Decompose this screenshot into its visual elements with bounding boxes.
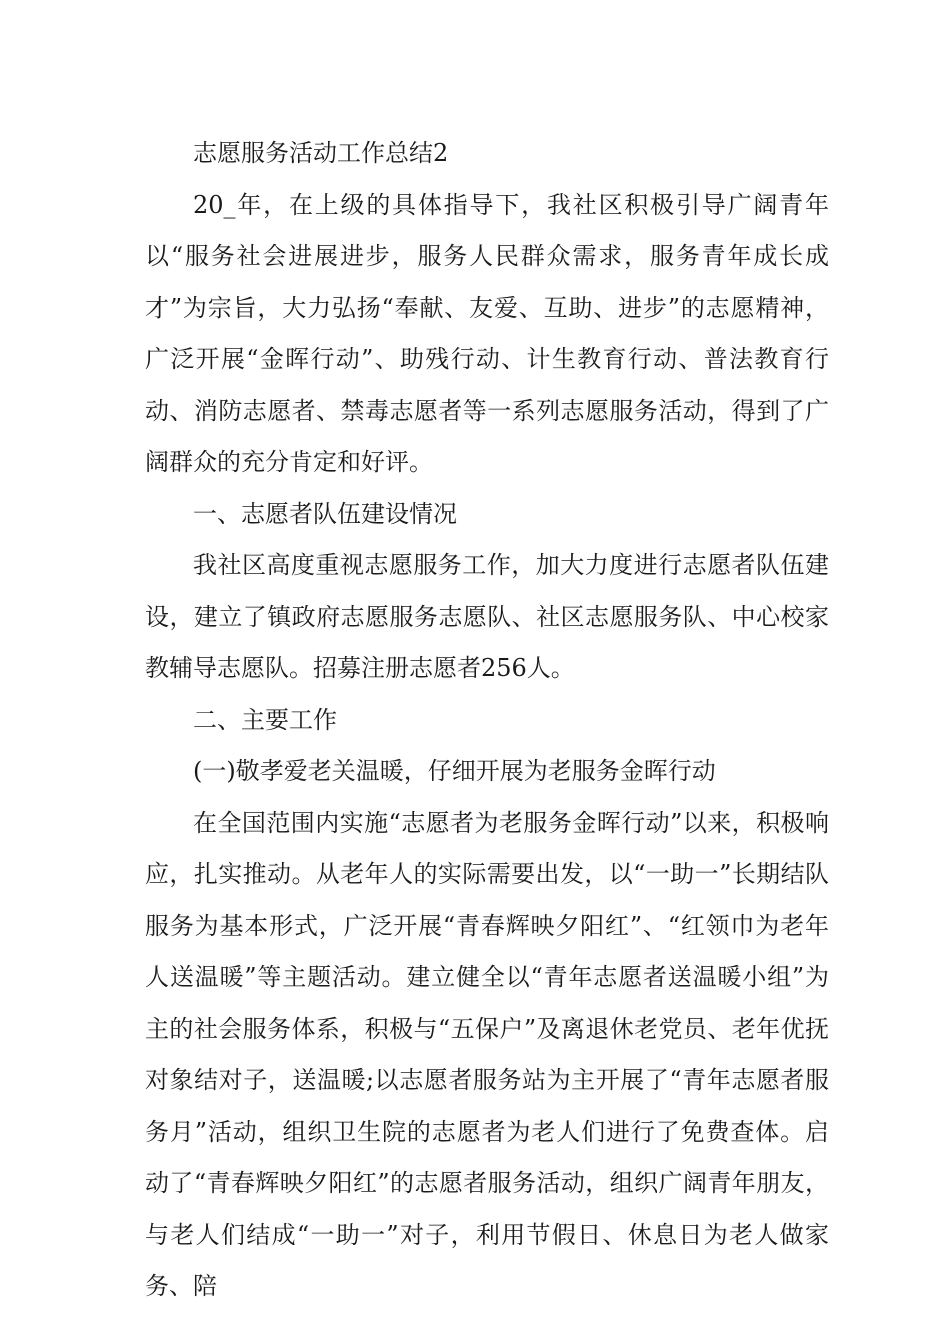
section-heading-1: 一、志愿者队伍建设情况 [193,499,457,528]
section-heading-2: 二、主要工作 [193,705,337,734]
document-body [145,128,829,1313]
intro-paragraph: 20_年，在上级的具体指导下，我社区积极引导广阔青年以“服务社会进展进步，服务人民群众需求，服务青年成长成才”为宗旨，大力弘扬“奉献、友爱、互助、进步”的志愿精神，广泛开展“金晖行动”、助残行动、计生教育行动、普法教育行动、消防志愿者、禁毒志愿者等一系列志愿服务活动，得到了广阔群众的充分肯定和好评。 [145,190,829,476]
section-1-paragraph: 我社区高度重视志愿服务工作，加大力度进行志愿者队伍建设，建立了镇政府志愿服务志愿队、社区志愿服务队、中心校家教辅导志愿队。招募注册志愿者256人。 [145,551,829,682]
subsection-1-paragraph: 在全国范围内实施“志愿者为老服务金晖行动”以来，积极响应，扎实推动。从老年人的实际需要出发，以“一助一”长期结队服务为基本形式，广泛开展“青春辉映夕阳红”、“红领巾为老年人送温暖”等主题活动。建立健全以“青年志愿者送温暖小组”为主的社会服务体系，积极与“五保户”及离退休老党员、老年优抚对象结对子，送温暖;以志愿者服务站为主开展了“青年志愿者服务月”活动，组织卫生院的志愿者为老人们进行了免费查体。启动了“青春辉映夕阳红”的志愿者服务活动，组织广阔青年朋友，与老人们结成“一助一”对子，利用节假日、休息日为老人做家务、陪 [145,808,829,1300]
subsection-heading-1: (一)敬孝爱老关温暖，仔细开展为老服务金晖行动 [193,757,716,785]
document-title: 志愿服务活动工作总结2 [193,139,449,167]
